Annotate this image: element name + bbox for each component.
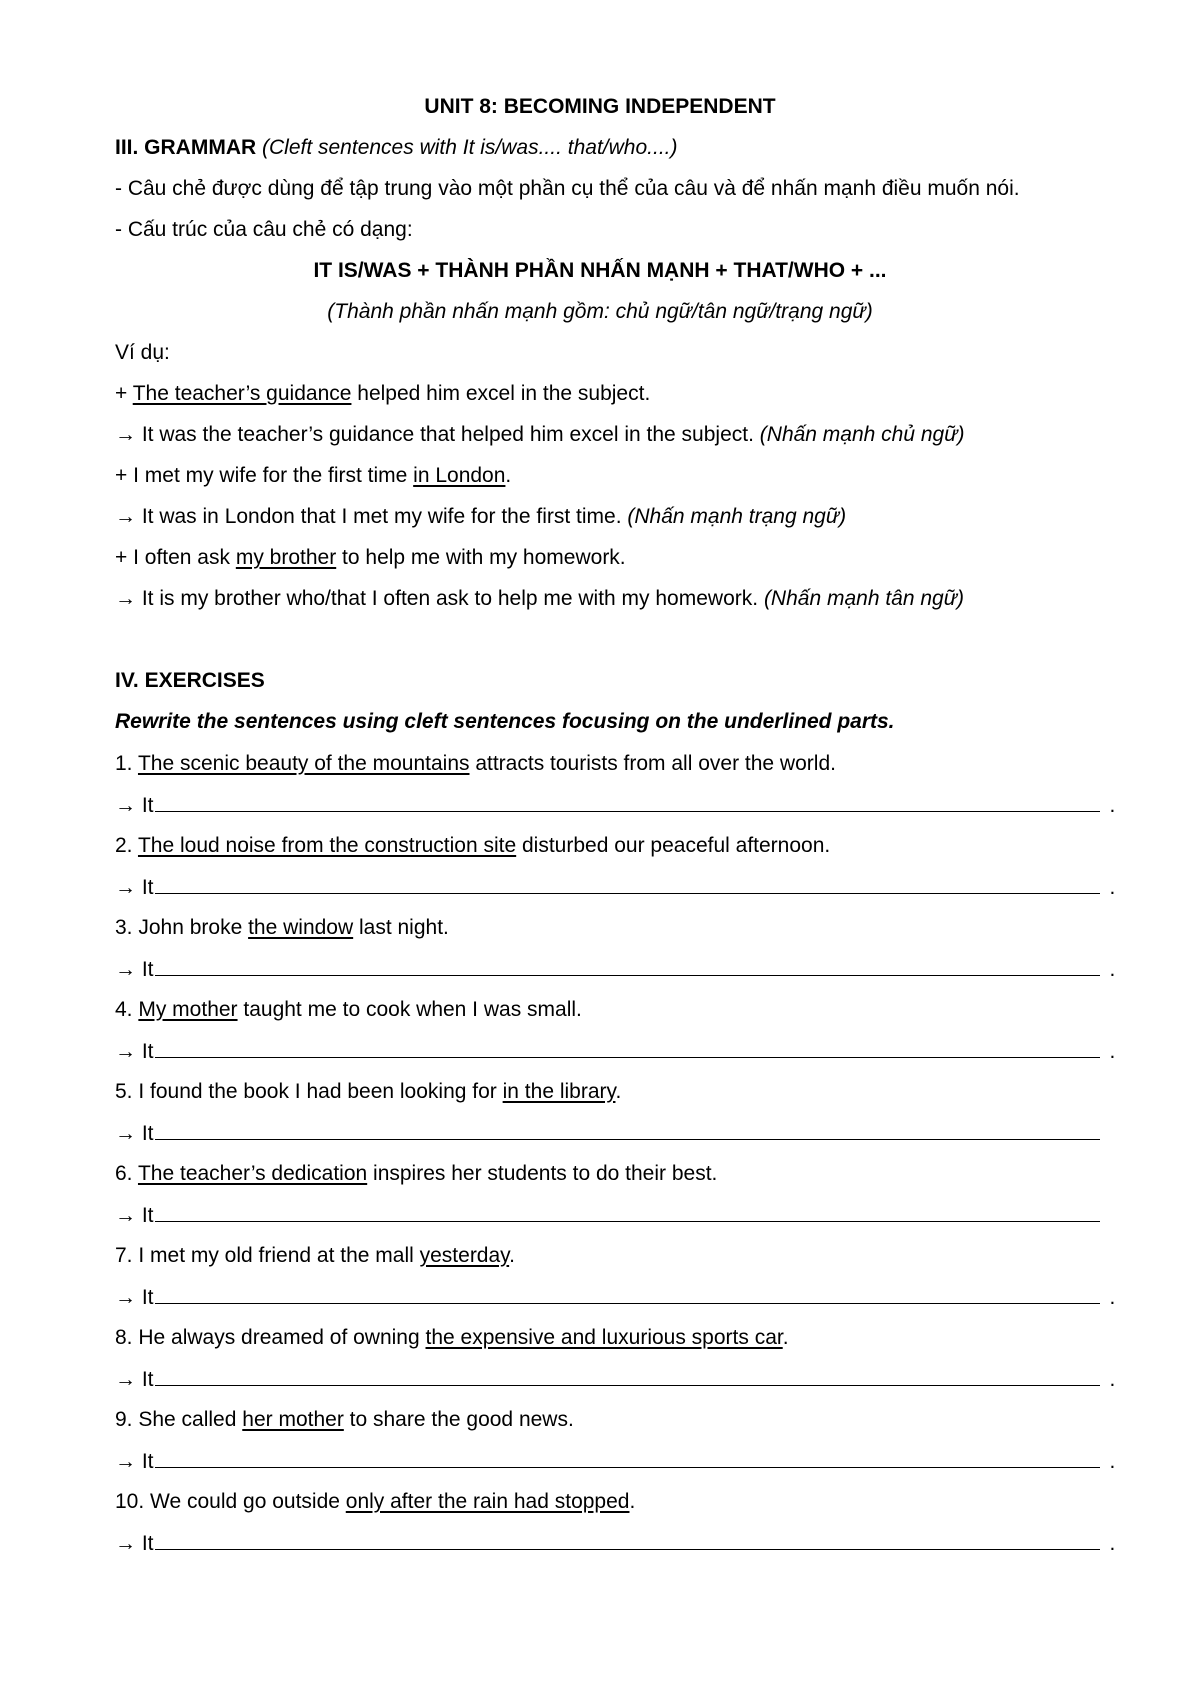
exercise-item-post: . — [615, 1080, 622, 1103]
exercise-item — [115, 1160, 1100, 1188]
page-title: UNIT 8: BECOMING INDEPENDENT — [424, 95, 776, 118]
exercise-item-pre: 10. We could go outside — [115, 1490, 346, 1513]
answer-blank[interactable] — [155, 873, 1100, 894]
exercise-item-pre: 2. — [115, 834, 138, 857]
exercise-answer-line — [115, 1119, 1100, 1148]
example-3-answer-text: → It is my brother who/that I often ask to help me with my homework. — [115, 587, 759, 610]
answer-end-dot: . — [1109, 876, 1116, 899]
exercise-item-underlined: The teacher’s dedication — [137, 1162, 368, 1185]
example-1-post: helped him excel in the subject. — [351, 382, 651, 405]
example-2-answer-note: (Nhấn mạnh trạng ngữ) — [627, 505, 847, 528]
exercise-item-pre: 5. I found the book I had been looking for — [115, 1080, 503, 1103]
exercise-item-pre: 7. I met my old friend at the mall — [115, 1244, 420, 1267]
example-3-answer — [115, 585, 1100, 613]
answer-blank[interactable] — [155, 791, 1100, 812]
exercise-item-underlined: the expensive and luxurious sports car — [425, 1326, 783, 1349]
example-2-pre: + I met my wife for the first time — [115, 464, 414, 487]
example-1 — [115, 380, 1100, 408]
exercise-answer-line — [115, 791, 1115, 820]
example-3-pre: + I often ask — [115, 546, 236, 569]
answer-blank[interactable] — [155, 1119, 1100, 1140]
example-1-underlined: The teacher’s guidance — [132, 382, 352, 405]
exercise-item — [115, 914, 1100, 942]
exercise-item-pre: 1. — [115, 752, 138, 775]
example-3 — [115, 544, 1100, 572]
example-1-pre: + — [115, 382, 133, 405]
answer-end-dot: . — [1109, 1040, 1116, 1063]
exercise-answer-line — [115, 1201, 1100, 1230]
answer-blank[interactable] — [155, 1201, 1100, 1222]
answer-prefix: → It — [115, 1450, 154, 1473]
answer-end-dot: . — [1109, 1532, 1116, 1555]
example-1-answer-note: (Nhấn mạnh chủ ngữ) — [759, 423, 965, 446]
exercise-item — [115, 1242, 1100, 1270]
exercise-answer-line — [115, 1365, 1115, 1394]
exercise-item-underlined: the window — [248, 916, 354, 939]
exercise-item — [115, 832, 1100, 860]
grammar-heading-line — [115, 134, 1100, 162]
exercise-item-post: taught me to cook when I was small. — [237, 998, 582, 1021]
grammar-heading: III. GRAMMAR — [115, 136, 257, 159]
answer-end-dot: . — [1109, 794, 1116, 817]
example-3-post: to help me with my homework. — [336, 546, 626, 569]
answer-blank[interactable] — [155, 1037, 1100, 1058]
exercise-answer-line — [115, 1447, 1115, 1476]
exercise-item-post: to share the good news. — [343, 1408, 574, 1431]
example-3-underlined: my brother — [235, 546, 337, 569]
exercise-item — [115, 750, 1100, 778]
exercise-item-pre: 9. She called — [115, 1408, 243, 1431]
example-2-underlined: in London — [413, 464, 506, 487]
grammar-formula: IT IS/WAS + THÀNH PHẦN NHẤN MẠNH + THAT/WHO + ... — [313, 259, 887, 282]
answer-prefix: → It — [115, 876, 154, 899]
answer-blank[interactable] — [155, 1529, 1100, 1550]
exercise-item — [115, 1488, 1100, 1516]
answer-end-dot: . — [1109, 1450, 1116, 1473]
exercise-item-post: . — [629, 1490, 636, 1513]
exercise-item-underlined: only after the rain had stopped — [345, 1490, 630, 1513]
exercise-item-post: inspires her students to do their best. — [367, 1162, 718, 1185]
answer-end-dot: . — [1109, 958, 1116, 981]
answer-prefix: → It — [115, 958, 154, 981]
exercise-item — [115, 1406, 1100, 1434]
exercise-item — [115, 1324, 1100, 1352]
exercise-answer-line — [115, 955, 1115, 984]
exercise-answer-line — [115, 1283, 1115, 1312]
exercise-item-pre: 8. He always dreamed of owning — [115, 1326, 426, 1349]
exercise-item-post: disturbed our peaceful afternoon. — [516, 834, 831, 857]
exercises-heading: IV. EXERCISES — [115, 669, 265, 692]
answer-blank[interactable] — [155, 1283, 1100, 1304]
exercise-item-post: . — [509, 1244, 515, 1267]
answer-blank[interactable] — [155, 955, 1100, 976]
exercise-item-pre: 6. — [115, 1162, 138, 1185]
example-1-answer — [115, 421, 1100, 449]
exercises-instruction: Rewrite the sentences using cleft sentences focusing on the underlined parts. — [115, 710, 895, 733]
answer-blank[interactable] — [155, 1447, 1100, 1468]
answer-prefix: → It — [115, 794, 154, 817]
answer-prefix: → It — [115, 1204, 154, 1227]
answer-blank[interactable] — [155, 1365, 1100, 1386]
grammar-heading-note: (Cleft sentences with It is/was.... that/who....) — [262, 136, 678, 159]
answer-end-dot: . — [1109, 1286, 1116, 1309]
exercise-item-underlined: The scenic beauty of the mountains — [137, 752, 470, 775]
answer-prefix: → It — [115, 1040, 154, 1063]
exercise-item-underlined: The loud noise from the construction site — [137, 834, 517, 857]
exercise-item-underlined: her mother — [242, 1408, 344, 1431]
exercise-item — [115, 1078, 1100, 1106]
answer-end-dot: . — [1109, 1368, 1116, 1391]
exercise-item-underlined: in the library — [502, 1080, 616, 1103]
exercise-item-underlined: My mother — [138, 998, 238, 1021]
answer-prefix: → It — [115, 1368, 154, 1391]
example-2-answer — [115, 503, 1100, 531]
answer-prefix: → It — [115, 1286, 154, 1309]
example-2 — [115, 462, 1100, 490]
exercise-item-pre: 3. John broke — [115, 916, 249, 939]
exercise-answer-line — [115, 1037, 1115, 1066]
exercise-item-underlined: yesterday — [419, 1244, 510, 1267]
example-2-post: . — [505, 464, 512, 487]
exercise-item-post: attracts tourists from all over the world. — [469, 752, 836, 775]
grammar-formula-note: (Thành phần nhấn mạnh gồm: chủ ngữ/tân ngữ/trạng ngữ) — [327, 300, 873, 323]
exercise-item — [115, 996, 1100, 1024]
example-1-answer-text: → It was the teacher’s guidance that helped him excel in the subject. — [115, 423, 754, 446]
answer-prefix: → It — [115, 1532, 154, 1555]
example-label: Ví dụ: — [115, 341, 170, 364]
example-3-answer-note: (Nhấn mạnh tân ngữ) — [763, 587, 965, 610]
example-2-answer-text: → It was in London that I met my wife for the first time. — [115, 505, 622, 528]
exercise-item-post: last night. — [353, 916, 449, 939]
grammar-note-1: - Câu chẻ được dùng để tập trung vào một phần cụ thể của câu và để nhấn mạnh điều muốn nói. — [115, 177, 1020, 200]
exercise-answer-line — [115, 1529, 1115, 1558]
exercise-answer-line — [115, 873, 1115, 902]
exercise-item-pre: 4. — [115, 998, 139, 1021]
answer-prefix: → It — [115, 1122, 154, 1145]
grammar-note-2: - Cấu trúc của câu chẻ có dạng: — [115, 218, 413, 241]
exercise-item-post: . — [782, 1326, 789, 1349]
